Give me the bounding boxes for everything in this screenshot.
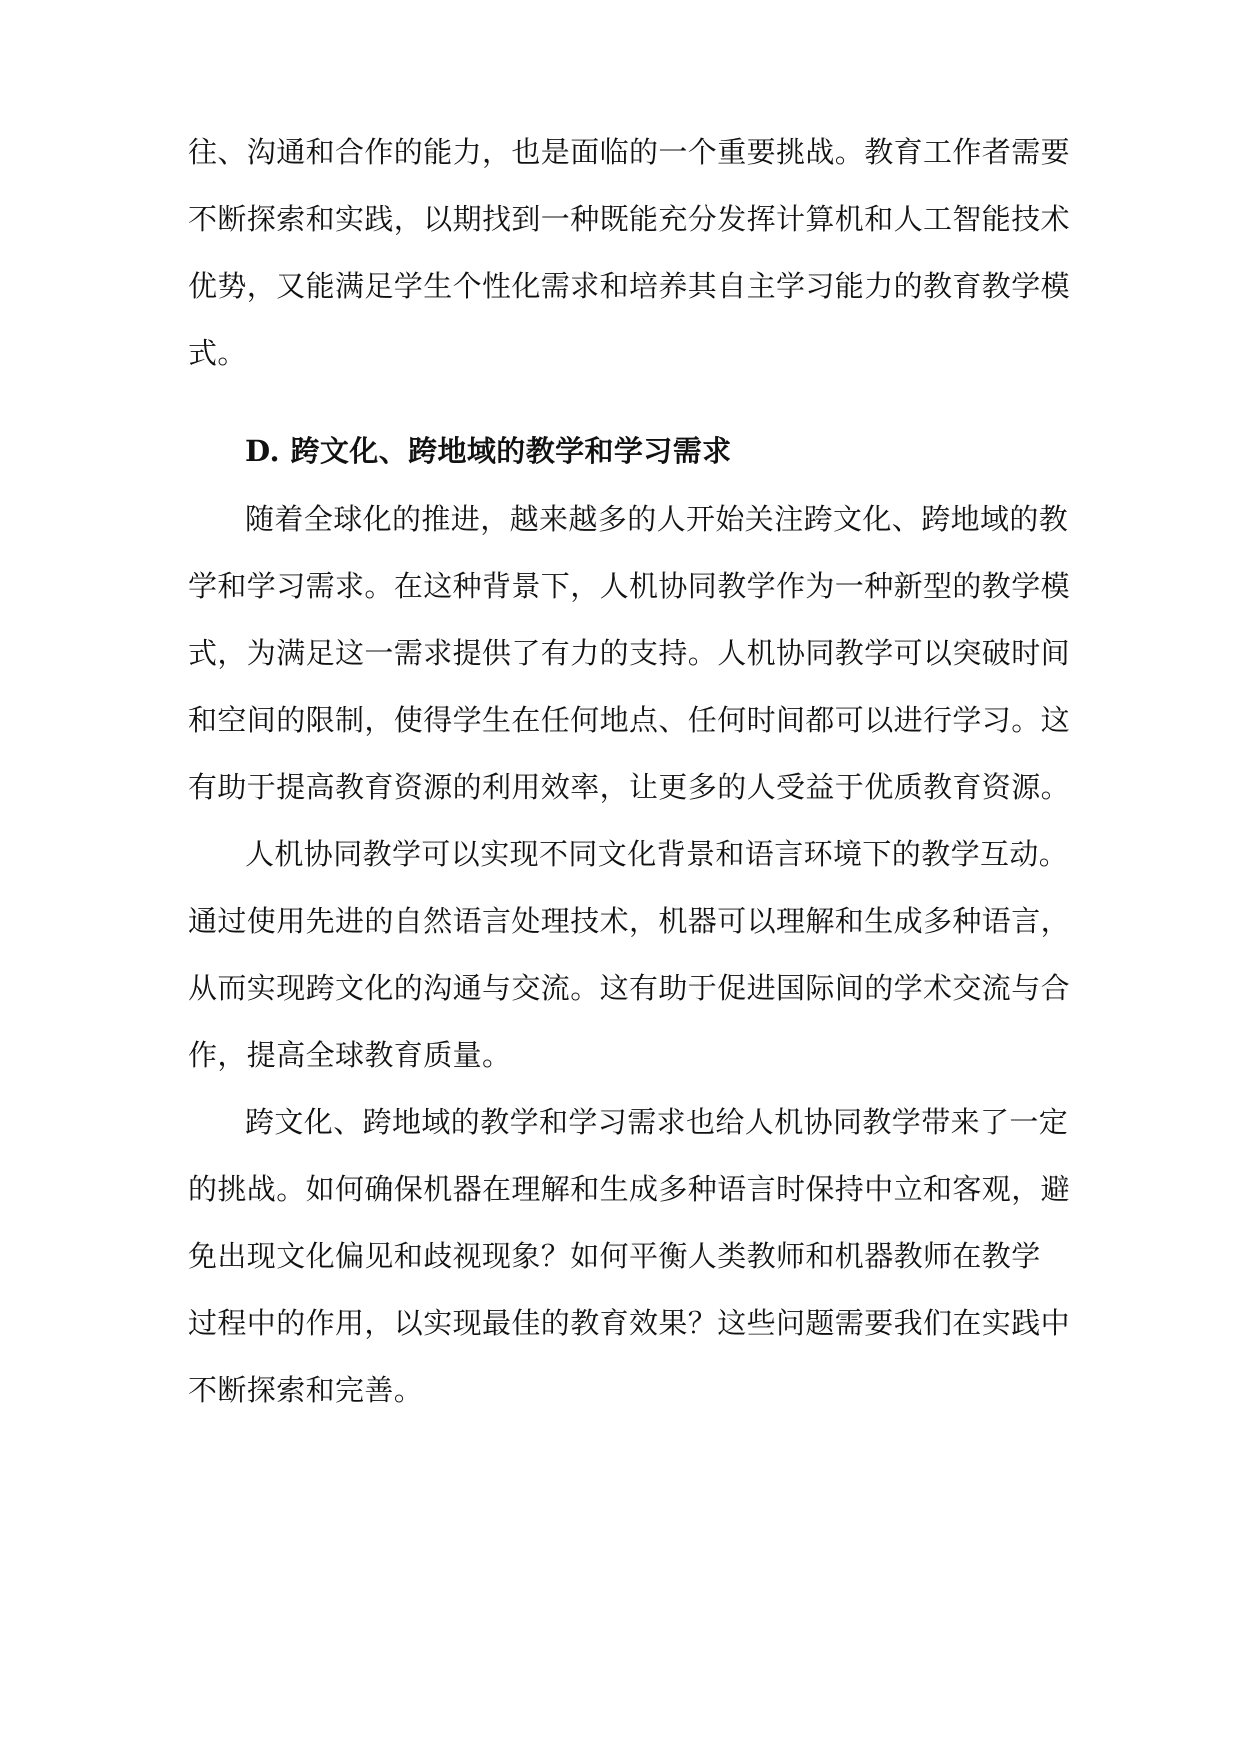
- paragraph-3-line-3: 从而实现跨文化的沟通与交流。这有助于促进国际间的学术交流与合: [188, 971, 1071, 1005]
- paragraph-2-line-4: 和空间的限制，使得学生在任何地点、任何时间都可以进行学习。这: [188, 703, 1071, 737]
- paragraph-2-line-2: 学和学习需求。在这种背景下，人机协同教学作为一种新型的教学模: [188, 569, 1071, 603]
- paragraph-3-line-2: 通过使用先进的自然语言处理技术，机器可以理解和生成多种语言，: [188, 904, 1071, 938]
- paragraph-1-line-1: 往、沟通和合作的能力，也是面临的一个重要挑战。教育工作者需要: [188, 135, 1071, 169]
- paragraph-2-line-1: 随着全球化的推进，越来越多的人开始关注跨文化、跨地域的教: [245, 502, 1069, 536]
- paragraph-4-line-2: 的挑战。如何确保机器在理解和生成多种语言时保持中立和客观，避: [188, 1172, 1071, 1206]
- paragraph-3-line-4: 作，提高全球教育质量。: [188, 1038, 512, 1072]
- paragraph-4-line-3: 免出现文化偏见和歧视现象？如何平衡人类教师和机器教师在教学: [188, 1239, 1041, 1273]
- paragraph-2-line-5: 有助于提高教育资源的利用效率，让更多的人受益于优质教育资源。: [188, 770, 1071, 804]
- paragraph-4-line-4: 过程中的作用，以实现最佳的教育效果？这些问题需要我们在实践中: [188, 1306, 1071, 1340]
- paragraph-4-line-1: 跨文化、跨地域的教学和学习需求也给人机协同教学带来了一定: [245, 1105, 1069, 1139]
- paragraph-4-line-5: 不断探索和完善。: [188, 1373, 424, 1407]
- paragraph-3-line-1: 人机协同教学可以实现不同文化背景和语言环境下的教学互动。: [245, 837, 1069, 871]
- paragraph-1-line-3: 优势，又能满足学生个性化需求和培养其自主学习能力的教育教学模: [188, 269, 1071, 303]
- paragraph-2-line-3: 式，为满足这一需求提供了有力的支持。人机协同教学可以突破时间: [188, 636, 1071, 670]
- paragraph-1-line-4: 式。: [188, 336, 247, 370]
- section-heading: D. 跨文化、跨地域的教学和学习需求: [245, 434, 732, 468]
- paragraph-1-line-2: 不断探索和实践，以期找到一种既能充分发挥计算机和人工智能技术: [188, 202, 1071, 236]
